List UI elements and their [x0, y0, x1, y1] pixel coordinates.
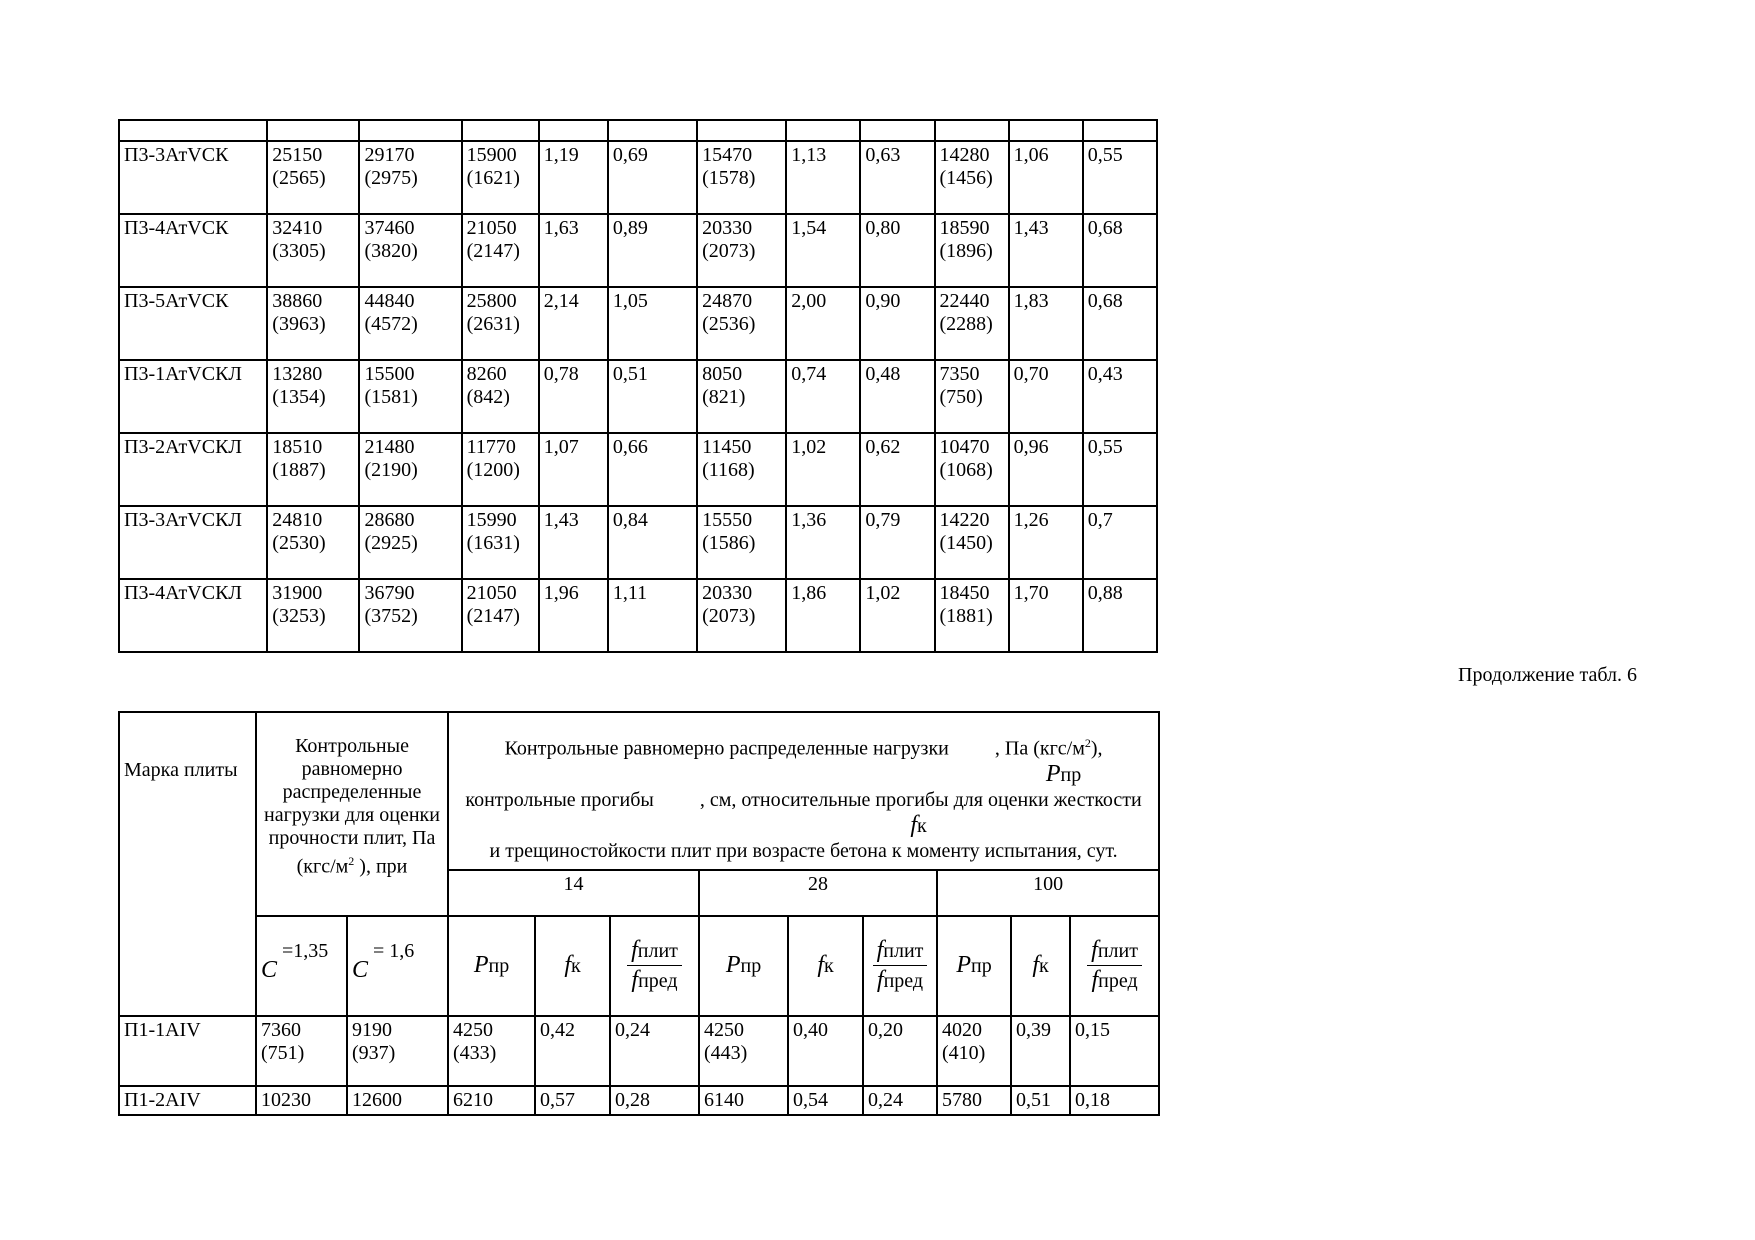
table-cell: 1,86: [786, 579, 860, 652]
table-cell: 0,20: [863, 1016, 937, 1086]
table-cell: 0,79: [860, 506, 934, 579]
table-cell: 5780: [937, 1086, 1011, 1115]
table-cell: 36790 (3752): [359, 579, 461, 652]
header-fk-28: [788, 916, 863, 1016]
bottom-table-body: [119, 712, 1159, 1115]
table-cell: 1,19: [539, 141, 608, 214]
table-cell: 1,43: [1009, 214, 1083, 287]
fk-14-sub: к: [570, 954, 581, 977]
header-line-3: и трещиностойкости плит при возрасте бетона к моменту испытания, сут.: [489, 839, 1118, 862]
plate-mark-cell: П1-1АIV: [119, 1016, 256, 1086]
table-cell: 20330 (2073): [697, 579, 786, 652]
header-ratio-100: [1070, 916, 1159, 1016]
header-age-28: 28: [699, 870, 937, 916]
table-cell: 15470 (1578): [697, 141, 786, 214]
fk-sub: к: [917, 814, 927, 837]
table-cell: 7360 (751): [256, 1016, 347, 1086]
header-age-14: 14: [448, 870, 699, 916]
table-cell: 0,51: [1011, 1086, 1070, 1115]
p-28-sub: пр: [740, 954, 762, 977]
table-cell: 24870 (2536): [697, 287, 786, 360]
table-cell: 1,70: [1009, 579, 1083, 652]
table-cell: 13280 (1354): [267, 360, 359, 433]
header-ratio-14: [610, 916, 699, 1016]
ratio-100-den-f: f: [1091, 967, 1099, 994]
table-cell: 0,90: [860, 287, 934, 360]
table-cell: 0,70: [1009, 360, 1083, 433]
header-fk-100: [1011, 916, 1070, 1016]
table-cell: 0,24: [863, 1086, 937, 1115]
header-line-1a: Контрольные равномерно распределенные нагрузки: [504, 737, 949, 760]
table-cell: 4250 (433): [448, 1016, 535, 1086]
table-cell: 0,78: [539, 360, 608, 433]
table-cell: 11770 (1200): [462, 433, 539, 506]
table-cell: 1,54: [786, 214, 860, 287]
header-line-1b: , Па (кгс/м: [994, 737, 1085, 760]
ratio-28-num-f: f: [876, 937, 884, 964]
table-cell: 1,63: [539, 214, 608, 287]
table-cell: 9190 (937): [347, 1016, 448, 1086]
p-sub: пр: [1060, 763, 1082, 786]
table-cell: 0,15: [1070, 1016, 1159, 1086]
continuation-label: Продолжение табл. 6: [1458, 664, 1637, 686]
table-cell: 0,96: [1009, 433, 1083, 506]
c1-symbol: C: [261, 956, 278, 983]
ratio-100-fraction: [1087, 937, 1142, 994]
table-cell: 0,89: [608, 214, 697, 287]
c2-symbol: C: [352, 956, 369, 983]
ratio-100-num-sub: плит: [1097, 940, 1138, 963]
fk-100-sub: к: [1038, 954, 1049, 977]
table-cell: 0,48: [860, 360, 934, 433]
table-cell: 0,63: [860, 141, 934, 214]
header-row-3: [119, 916, 1159, 1016]
header-line-1: [453, 729, 1154, 763]
table-cell: 37460 (3820): [359, 214, 461, 287]
table-cell: 2,00: [786, 287, 860, 360]
table-cell: 29170 (2975): [359, 141, 461, 214]
header-c2: [347, 916, 448, 1016]
table-cell: 1,06: [1009, 141, 1083, 214]
table-cell: 21050 (2147): [462, 214, 539, 287]
table-cell: 0,80: [860, 214, 934, 287]
header-strength-load: [256, 712, 448, 916]
header-strength-load-sup: 2: [348, 854, 355, 868]
table-cell: 15550 (1586): [697, 506, 786, 579]
table-cell: 25150 (2565): [267, 141, 359, 214]
table-cell: 0,74: [786, 360, 860, 433]
header-c1: [256, 916, 347, 1016]
header-strength-load-tail: ), при: [354, 855, 408, 878]
header-age-100: 100: [937, 870, 1159, 916]
table-cell: 0,84: [608, 506, 697, 579]
header-f-symbol: [683, 811, 1154, 838]
table-cell: 10230: [256, 1086, 347, 1115]
table-row: [119, 141, 1157, 214]
table-row: [119, 287, 1157, 360]
table-cell: 11450 (1168): [697, 433, 786, 506]
table-cell: 1,02: [860, 579, 934, 652]
table-cell: 0,51: [608, 360, 697, 433]
header-p-28: [699, 916, 788, 1016]
table-cell: 1,83: [1009, 287, 1083, 360]
p-100-sub: пр: [971, 954, 992, 977]
table-cell: 1,96: [539, 579, 608, 652]
bottom-table: [118, 711, 1160, 1116]
ratio-100-num-f: f: [1091, 937, 1098, 964]
table-cell: 0,18: [1070, 1086, 1159, 1115]
table-cell: 32410 (3305): [267, 214, 359, 287]
table-cell: 0,7: [1083, 506, 1157, 579]
table-cell: 7350 (750): [935, 360, 1009, 433]
table-cell: 0,55: [1083, 433, 1157, 506]
ratio-28-den-sub: пред: [883, 970, 924, 993]
ratio-28-den-f: f: [876, 967, 884, 994]
table-cell: 1,13: [786, 141, 860, 214]
plate-mark-cell: П3-3АтVСКЛ: [119, 506, 267, 579]
table-cell: 10470 (1068): [935, 433, 1009, 506]
table-cell: 0,55: [1083, 141, 1157, 214]
table-cell: 14220 (1450): [935, 506, 1009, 579]
table-cell: 18590 (1896): [935, 214, 1009, 287]
table-cell: 15500 (1581): [359, 360, 461, 433]
header-fk-14: [535, 916, 610, 1016]
table-cell: 28680 (2925): [359, 506, 461, 579]
table-cell: 18510 (1887): [267, 433, 359, 506]
ratio-14-num-f: f: [631, 937, 638, 964]
header-row-1: [119, 712, 1159, 870]
plate-mark-cell: П3-4АтVСК: [119, 214, 267, 287]
ratio-14-num-sub: плит: [637, 940, 678, 963]
ratio-14-den-sub: пред: [638, 970, 678, 993]
ratio-100-den-sub: пред: [1098, 970, 1138, 993]
table-cell: 0,54: [788, 1086, 863, 1115]
p-symbol: P: [1045, 760, 1061, 787]
ratio-14-den-f: f: [631, 967, 639, 994]
table-cell: 38860 (3963): [267, 287, 359, 360]
c1-value: =1,35: [282, 939, 329, 962]
table-cell: 0,39: [1011, 1016, 1070, 1086]
table-cell: 20330 (2073): [697, 214, 786, 287]
table-row: [119, 360, 1157, 433]
f-symbol: f: [910, 811, 918, 838]
table-cell: 21480 (2190): [359, 433, 461, 506]
table-cell: 15900 (1621): [462, 141, 539, 214]
p-100-symbol: P: [956, 951, 971, 978]
table-cell: 0,66: [608, 433, 697, 506]
table-cell: 18450 (1881): [935, 579, 1009, 652]
header-strength-load-text: Контрольные равномерно распределенные нагрузки для оценки прочности плит, Па (кгс/м: [264, 735, 440, 878]
table-cell: 1,26: [1009, 506, 1083, 579]
table-row: [119, 1086, 1159, 1115]
table-cell: 1,05: [608, 287, 697, 360]
header-line-1c: ),: [1090, 737, 1103, 760]
table-cell: 25800 (2631): [462, 287, 539, 360]
ratio-14-fraction: [627, 937, 682, 994]
p-14-symbol: P: [473, 951, 489, 978]
table-cell: 0,57: [535, 1086, 610, 1115]
table-cell: 4020 (410): [937, 1016, 1011, 1086]
table-cell: 14280 (1456): [935, 141, 1009, 214]
table-cell: 4250 (443): [699, 1016, 788, 1086]
table-cell: 21050 (2147): [462, 579, 539, 652]
plate-mark-cell: П3-2АтVСКЛ: [119, 433, 267, 506]
table-cell: 1,43: [539, 506, 608, 579]
table-cell: 0,69: [608, 141, 697, 214]
table-cell: 0,40: [788, 1016, 863, 1086]
fk-14-symbol: f: [564, 951, 571, 978]
header-line-2b: , см, относительные прогибы для оценки жесткости: [699, 788, 1142, 811]
table-cell: 12600: [347, 1086, 448, 1115]
p-14-sub: пр: [488, 954, 510, 977]
ratio-28-fraction: [873, 937, 928, 994]
fk-28-sub: к: [823, 954, 834, 977]
header-p-symbol: [973, 760, 1154, 787]
table-row: [119, 214, 1157, 287]
fk-28-symbol: f: [817, 951, 824, 978]
header-control-loads: [448, 712, 1159, 870]
table-cell: 15990 (1631): [462, 506, 539, 579]
top-table-empty-row: [119, 120, 1157, 141]
plate-mark-cell: П3-3АтVСК: [119, 141, 267, 214]
header-p-14: [448, 916, 535, 1016]
header-p-100: [937, 916, 1011, 1016]
table-row: [119, 433, 1157, 506]
table-cell: 8260 (842): [462, 360, 539, 433]
table-cell: 1,02: [786, 433, 860, 506]
header-mark: [119, 712, 256, 1016]
table-row: [119, 579, 1157, 652]
table-cell: 0,43: [1083, 360, 1157, 433]
header-mark-text: Марка плиты: [124, 759, 238, 781]
plate-mark-cell: П3-4АтVСКЛ: [119, 579, 267, 652]
plate-mark-cell: П3-1АтVСКЛ: [119, 360, 267, 433]
table-cell: 2,14: [539, 287, 608, 360]
header-line-2: [453, 786, 1154, 814]
table-cell: 0,88: [1083, 579, 1157, 652]
table-cell: 22440 (2288): [935, 287, 1009, 360]
table-cell: 8050 (821): [697, 360, 786, 433]
header-line-1-sup: 2: [1084, 736, 1091, 750]
ratio-28-num-sub: плит: [883, 940, 924, 963]
table-cell: 0,28: [610, 1086, 699, 1115]
table-cell: 0,42: [535, 1016, 610, 1086]
fk-100-symbol: f: [1032, 951, 1039, 978]
plate-mark-cell: П3-5АтVСК: [119, 287, 267, 360]
c2-value: = 1,6: [373, 939, 415, 962]
header-line-2a: контрольные прогибы: [465, 788, 654, 811]
table-cell: 0,68: [1083, 287, 1157, 360]
top-table-body: [119, 120, 1157, 652]
plate-mark-cell: П1-2АIV: [119, 1086, 256, 1115]
table-row: [119, 1016, 1159, 1086]
table-cell: 0,68: [1083, 214, 1157, 287]
table-cell: 44840 (4572): [359, 287, 461, 360]
table-cell: 1,36: [786, 506, 860, 579]
table-cell: 31900 (3253): [267, 579, 359, 652]
table-cell: 1,07: [539, 433, 608, 506]
p-28-symbol: P: [725, 951, 741, 978]
table-row: [119, 506, 1157, 579]
table-cell: 6210: [448, 1086, 535, 1115]
table-cell: 0,62: [860, 433, 934, 506]
top-table: [118, 119, 1158, 653]
header-ratio-28: [863, 916, 937, 1016]
table-cell: 0,24: [610, 1016, 699, 1086]
table-cell: 1,11: [608, 579, 697, 652]
table-cell: 6140: [699, 1086, 788, 1115]
table-cell: 24810 (2530): [267, 506, 359, 579]
